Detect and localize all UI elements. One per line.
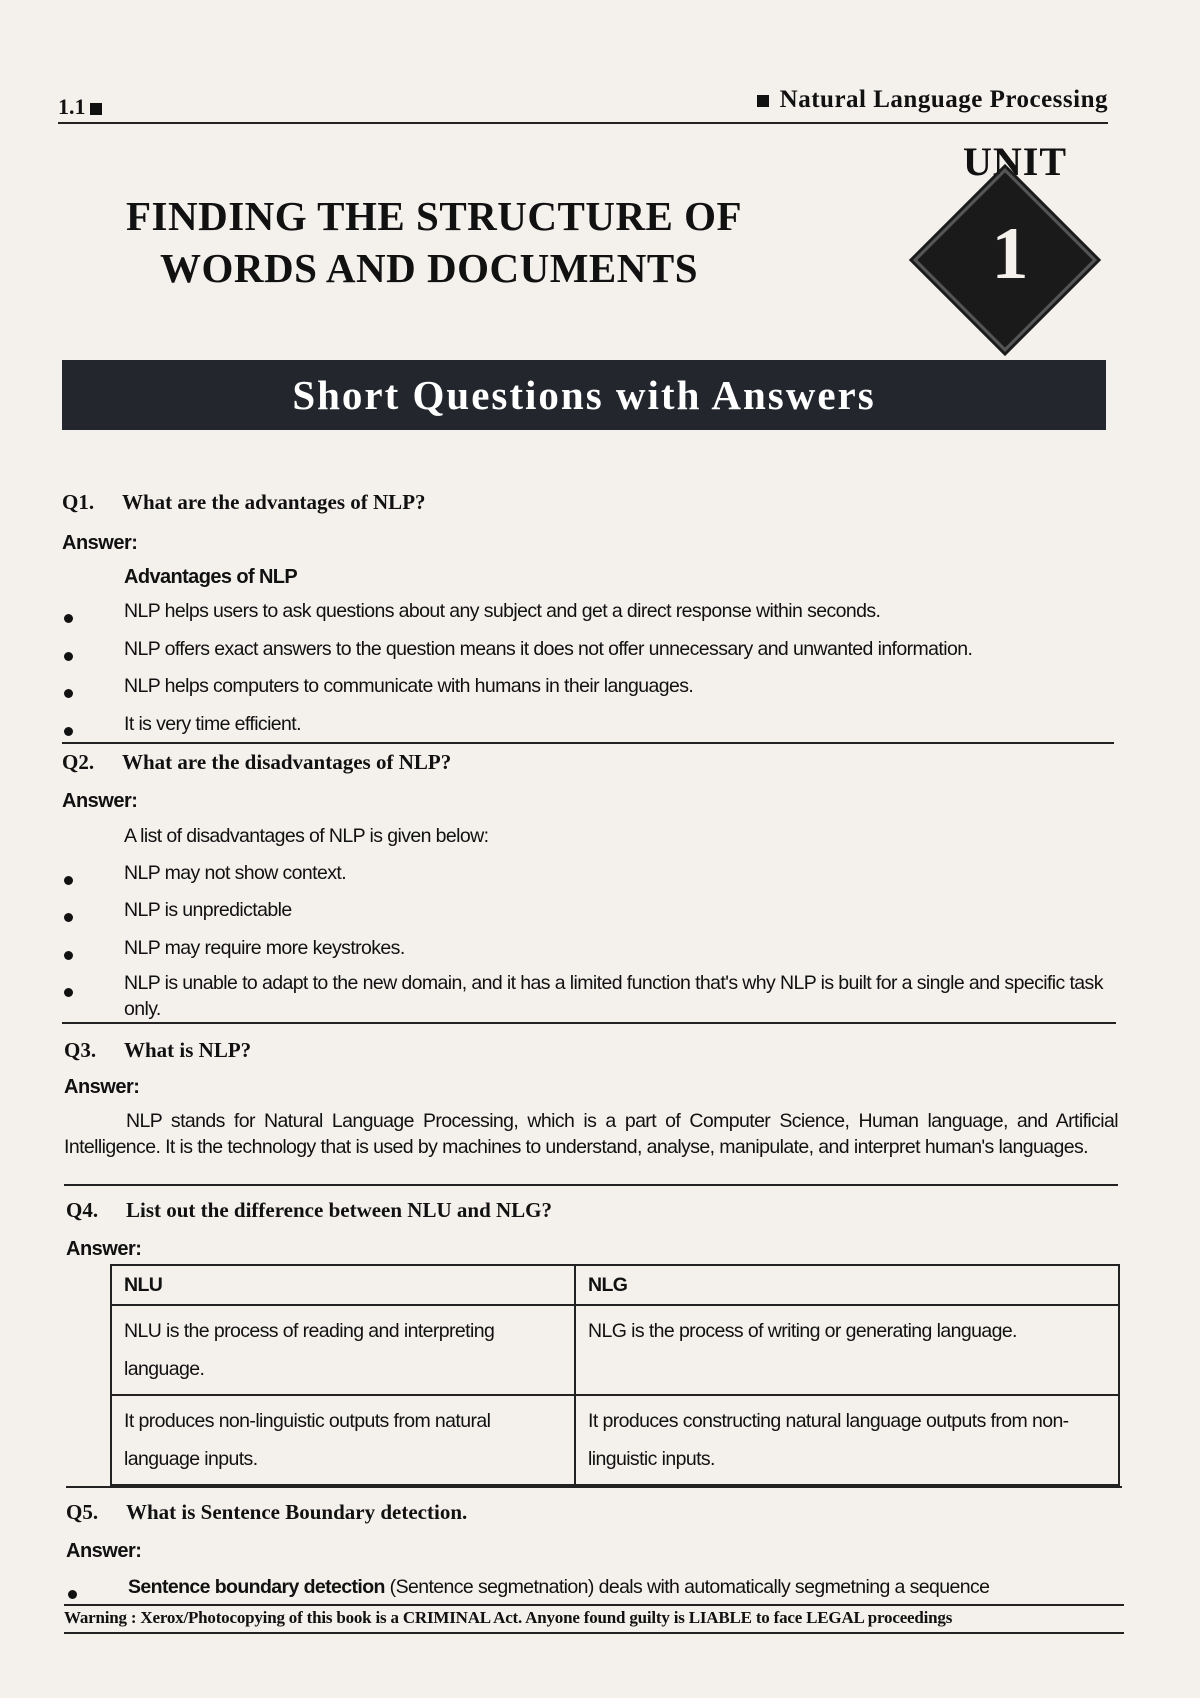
answer-label: Answer: bbox=[62, 790, 138, 812]
table-header-cell: NLU bbox=[111, 1265, 575, 1305]
chapter-title-line1: FINDING THE STRUCTURE OF bbox=[126, 193, 743, 239]
bullet-icon bbox=[64, 614, 73, 623]
section-rule bbox=[62, 742, 1114, 744]
footer-rule bbox=[64, 1604, 1124, 1606]
question-2: Q2. What are the disadvantages of NLP? bbox=[62, 750, 452, 774]
answer-label: Answer: bbox=[62, 532, 138, 554]
section-rule bbox=[64, 1184, 1118, 1186]
table-cell: NLU is the process of reading and interpreting language. bbox=[111, 1305, 575, 1395]
bullet-icon bbox=[64, 988, 73, 997]
chapter-title-line2: WORDS AND DOCUMENTS bbox=[160, 245, 698, 291]
list-item: NLP is unpredictable bbox=[124, 899, 292, 921]
list-item: NLP helps users to ask questions about any subject and get a direct response within seconds. bbox=[124, 600, 881, 622]
question-1: Q1. What are the advantages of NLP? bbox=[62, 490, 426, 514]
chapter-title bbox=[126, 190, 742, 294]
section-rule bbox=[66, 1486, 1122, 1488]
q1-subheading: Advantages of NLP bbox=[124, 566, 298, 588]
list-item: NLP helps computers to communicate with humans in their languages. bbox=[124, 675, 694, 697]
unit-label: UNIT bbox=[963, 139, 1068, 184]
page-number: 1.1 bbox=[58, 94, 106, 120]
answer-label: Answer: bbox=[64, 1076, 140, 1098]
answer-label: Answer: bbox=[66, 1238, 142, 1260]
table-header-cell: NLG bbox=[575, 1265, 1119, 1305]
q2-intro: A list of disadvantages of NLP is given below: bbox=[124, 825, 489, 847]
square-bullet-icon bbox=[757, 95, 769, 107]
question-3: Q3. What is NLP? bbox=[64, 1038, 252, 1062]
section-rule bbox=[62, 1022, 1116, 1024]
question-5: Q5. What is Sentence Boundary detection. bbox=[66, 1500, 468, 1524]
section-banner: Short Questions with Answers bbox=[62, 360, 1106, 430]
unit-number: 1 bbox=[991, 213, 1029, 295]
footer-rule bbox=[64, 1632, 1124, 1634]
list-item: NLP may require more keystrokes. bbox=[124, 937, 405, 959]
list-item: It is very time efficient. bbox=[124, 713, 301, 735]
q3-paragraph: NLP stands for Natural Language Processing, which is a part of Computer Science, Human language, and Artificial Intelligence. It is the technology that is used by machines to understand, analyse, manipulate, and interpret human's languages. bbox=[64, 1110, 1118, 1158]
footer-warning: Warning : Xerox/Photocopying of this book is a CRIMINAL Act. Anyone found guilty is LIABLE to face LEGAL proceedings bbox=[64, 1608, 953, 1627]
bullet-icon bbox=[64, 727, 73, 736]
header-rule bbox=[58, 122, 1108, 124]
table-cell: It produces non-linguistic outputs from natural language inputs. bbox=[111, 1395, 575, 1485]
nlu-nlg-table bbox=[110, 1264, 1120, 1486]
answer-label: Answer: bbox=[66, 1540, 142, 1562]
table-row bbox=[111, 1305, 1119, 1395]
question-4: Q4. List out the difference between NLU and NLG? bbox=[66, 1198, 553, 1222]
table-row bbox=[111, 1395, 1119, 1485]
running-header: Natural Language Processing bbox=[753, 86, 1108, 114]
table-header-row bbox=[111, 1265, 1119, 1305]
table-cell: NLG is the process of writing or generating language. bbox=[575, 1305, 1119, 1395]
list-item: NLP is unable to adapt to the new domain, and it has a limited function that's why NLP is built for a single and specific task only. bbox=[124, 972, 1103, 1020]
list-item: NLP may not show context. bbox=[124, 862, 347, 884]
list-item: NLP offers exact answers to the question means it does not offer unnecessary and unwanted information. bbox=[124, 638, 973, 660]
bullet-icon bbox=[64, 876, 73, 885]
list-item: Sentence boundary detection (Sentence segmetnation) deals with automatically segmetning a sequence bbox=[128, 1576, 990, 1598]
table-cell: It produces constructing natural language outputs from non-linguistic inputs. bbox=[575, 1395, 1119, 1485]
bullet-icon bbox=[64, 689, 73, 698]
bullet-icon bbox=[68, 1590, 77, 1599]
bullet-icon bbox=[64, 652, 73, 661]
bullet-icon bbox=[64, 913, 73, 922]
bullet-icon bbox=[64, 951, 73, 960]
square-bullet-icon bbox=[90, 103, 102, 115]
